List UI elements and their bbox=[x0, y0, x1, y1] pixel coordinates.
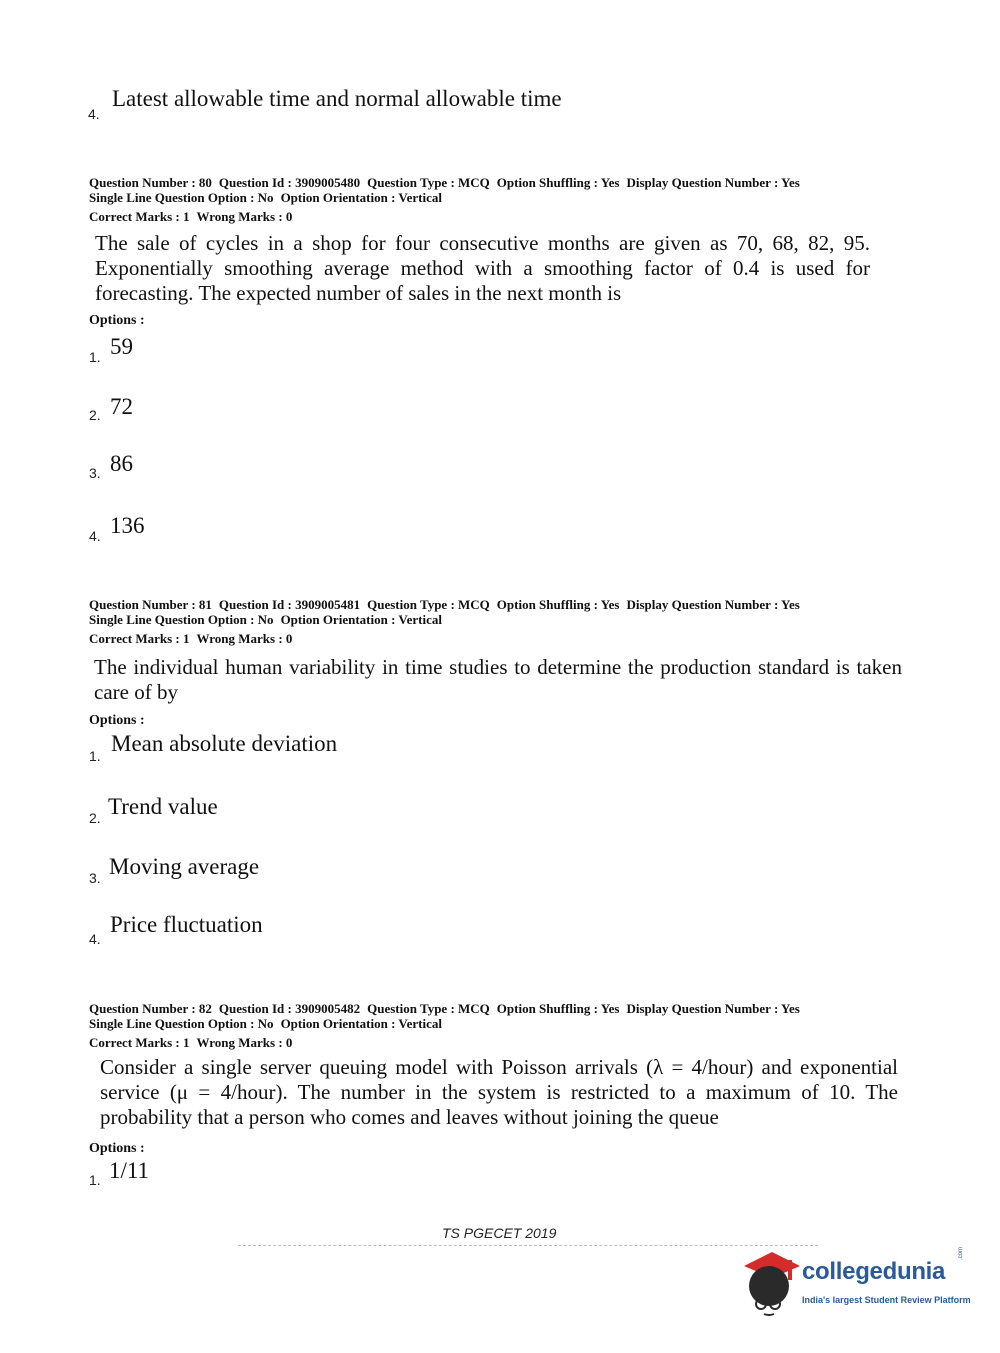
options-label: Options : bbox=[89, 313, 145, 328]
correct-marks: Correct Marks : 1 bbox=[89, 631, 190, 646]
single-line-option: Single Line Question Option : No bbox=[89, 189, 274, 205]
correct-marks: Correct Marks : 1 bbox=[89, 209, 190, 224]
option-shuffling: Option Shuffling : Yes bbox=[496, 597, 620, 612]
meta-line-3 bbox=[89, 1036, 807, 1051]
display-question-number: Display Question Number : Yes bbox=[626, 175, 800, 190]
option-number: 4. bbox=[89, 528, 101, 544]
option-shuffling: Option Shuffling : Yes bbox=[496, 1001, 620, 1016]
option-text: Latest allowable time and normal allowable time bbox=[112, 86, 562, 111]
question-type: Question Type : MCQ bbox=[367, 175, 490, 190]
option-number: 1. bbox=[89, 349, 101, 365]
option-text: 136 bbox=[110, 513, 145, 538]
option-text: Mean absolute deviation bbox=[111, 731, 338, 756]
collegedunia-logo bbox=[738, 1244, 978, 1316]
question-text: The sale of cycles in a shop for four consecutive months are given as 70, 68, 82, 95. Exponentially smoothing average method with a smoothing factor of 0.4 is used for forecasting. The expected number of sales in the next month is bbox=[95, 231, 870, 305]
option-text: Price fluctuation bbox=[110, 912, 263, 937]
option-orientation: Option Orientation : Vertical bbox=[280, 189, 442, 205]
question-meta bbox=[89, 598, 807, 647]
question-text: The individual human variability in time studies to determine the production standard is taken care of by bbox=[94, 655, 902, 704]
meta-line-1 bbox=[89, 176, 807, 191]
display-question-number: Display Question Number : Yes bbox=[626, 1001, 800, 1016]
option-number: 1. bbox=[89, 748, 101, 764]
meta-line-1 bbox=[89, 598, 807, 613]
brand-suffix: .com bbox=[958, 1246, 964, 1260]
brand-name: collegedunia bbox=[802, 1258, 946, 1285]
footer-divider bbox=[238, 1245, 818, 1246]
student-mascot-icon bbox=[740, 1246, 802, 1316]
option-number: 4. bbox=[89, 931, 101, 947]
option-number: 3. bbox=[89, 870, 101, 886]
option-number: 2. bbox=[89, 407, 101, 423]
wrong-marks: Wrong Marks : 0 bbox=[196, 1035, 293, 1050]
question-id: Question Id : 3909005482 bbox=[218, 1001, 361, 1016]
question-id: Question Id : 3909005480 bbox=[218, 175, 361, 190]
question-number: Question Number : 82 bbox=[89, 1001, 212, 1016]
options-label: Options : bbox=[89, 1141, 145, 1156]
option-text: 72 bbox=[110, 394, 133, 419]
display-question-number: Display Question Number : Yes bbox=[626, 597, 800, 612]
question-number: Question Number : 80 bbox=[89, 175, 212, 190]
options-label: Options : bbox=[89, 713, 145, 728]
meta-line-2 bbox=[89, 191, 807, 206]
correct-marks: Correct Marks : 1 bbox=[89, 1035, 190, 1050]
question-type: Question Type : MCQ bbox=[367, 597, 490, 612]
meta-line-3 bbox=[89, 210, 807, 225]
option-orientation: Option Orientation : Vertical bbox=[280, 1015, 442, 1031]
footer-exam-name: TS PGECET 2019 bbox=[442, 1225, 557, 1241]
question-id: Question Id : 3909005481 bbox=[218, 597, 361, 612]
single-line-option: Single Line Question Option : No bbox=[89, 611, 274, 627]
option-text: Trend value bbox=[108, 794, 218, 819]
option-orientation: Option Orientation : Vertical bbox=[280, 611, 442, 627]
single-line-option: Single Line Question Option : No bbox=[89, 1015, 274, 1031]
option-text: 59 bbox=[110, 334, 133, 359]
option-number: 1. bbox=[89, 1172, 101, 1188]
option-shuffling: Option Shuffling : Yes bbox=[496, 175, 620, 190]
question-number: Question Number : 81 bbox=[89, 597, 212, 612]
option-text: Moving average bbox=[109, 854, 260, 879]
wrong-marks: Wrong Marks : 0 bbox=[196, 209, 293, 224]
meta-line-2 bbox=[89, 613, 807, 628]
option-number: 3. bbox=[89, 465, 101, 481]
question-text: Consider a single server queuing model with Poisson arrivals (λ = 4/hour) and exponential service (μ = 4/hour). The number in the system is restricted to a maximum of 10. The probability that a person who comes and leaves without joining the queue bbox=[100, 1055, 898, 1129]
question-meta bbox=[89, 1002, 807, 1051]
question-type: Question Type : MCQ bbox=[367, 1001, 490, 1016]
option-number: 2. bbox=[89, 810, 101, 826]
option-number: 4. bbox=[88, 106, 100, 122]
option-text: 1/11 bbox=[109, 1158, 150, 1183]
question-meta bbox=[89, 176, 807, 225]
wrong-marks: Wrong Marks : 0 bbox=[196, 631, 293, 646]
option-text: 86 bbox=[110, 451, 133, 476]
meta-line-1 bbox=[89, 1002, 807, 1017]
meta-line-3 bbox=[89, 632, 807, 647]
brand-tagline: India's largest Student Review Platform bbox=[802, 1295, 971, 1305]
meta-line-2 bbox=[89, 1017, 807, 1032]
